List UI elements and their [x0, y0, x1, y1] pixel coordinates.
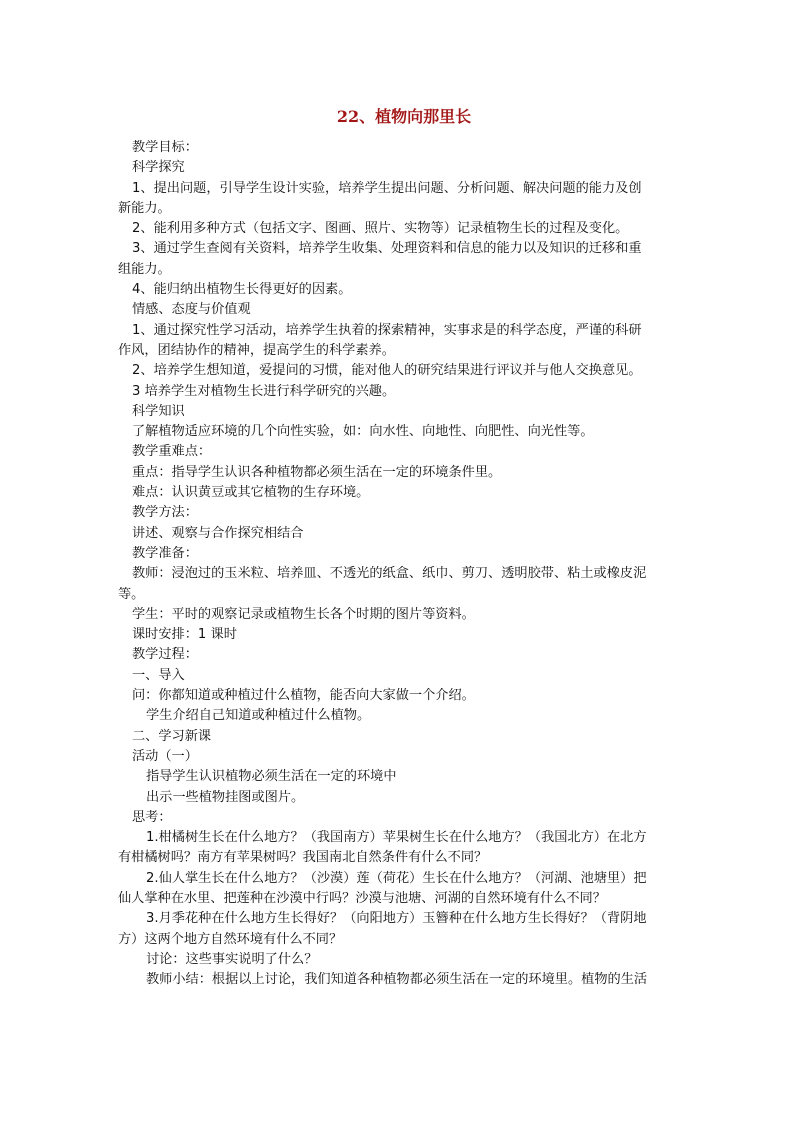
- text-line: 讨论：这些事实说明了什么？: [146, 951, 318, 967]
- text-line: 3.月季花种在什么地方生长得好？（向阳地方）玉簪种在什么地方生长得好？（背阴地: [146, 911, 647, 927]
- text-line: 情感、态度与价值观: [132, 302, 251, 318]
- text-line: 二、学习新课: [132, 728, 212, 744]
- text-line: 方）这两个地方自然环境有什么不同？: [118, 931, 343, 947]
- text-line: 2、培养学生想知道，爱提问的习惯，能对他人的研究结果进行评议并与他人交换意见。: [132, 363, 642, 379]
- text-line: 出示一些植物挂图或图片。: [146, 789, 305, 805]
- text-line: 难点：认识黄豆或其它植物的生存环境。: [132, 485, 370, 501]
- text-line: 教学方法：: [132, 505, 198, 521]
- document-body: [118, 138, 678, 990]
- text-line: 教学过程：: [132, 647, 198, 663]
- text-line: 教师：浸泡过的玉米粒、培养皿、不透光的纸盒、纸巾、剪刀、透明胶带、粘土或橡皮泥: [132, 566, 647, 582]
- text-line: 2.仙人掌生长在什么地方？（沙漠）莲（荷花）生长在什么地方？（河湖、池塘里）把: [146, 870, 647, 886]
- text-line: 问：你都知道或种植过什么植物，能否向大家做一个介绍。: [132, 688, 475, 704]
- text-line: 1.柑橘树生长在什么地方？（我国南方）苹果树生长在什么地方？（我国北方）在北方: [146, 830, 647, 846]
- text-line: 学生介绍自己知道或种植过什么植物。: [146, 708, 371, 724]
- text-line: 科学知识: [132, 403, 185, 419]
- text-line: 1、通过探究性学习活动，培养学生执着的探索精神，实事求是的科学态度，严谨的科研: [132, 322, 642, 338]
- text-line: 思考：: [132, 809, 172, 825]
- text-line: 教学重难点：: [132, 444, 212, 460]
- text-line: 重点：指导学生认识各种植物都必须生活在一定的环境条件里。: [132, 464, 502, 480]
- text-line: 有柑橘树吗？南方有苹果树吗？我国南北自然条件有什么不同？: [118, 850, 488, 866]
- text-line: 2、能利用多种方式（包括文字、图画、照片、实物等）记录植物生长的过程及变化。: [132, 221, 629, 237]
- text-line: 等。: [118, 586, 145, 602]
- text-line: 指导学生认识植物必须生活在一定的环境中: [146, 769, 397, 785]
- text-line: 一、导入: [132, 667, 185, 683]
- text-line: 教学准备：: [132, 545, 198, 561]
- text-line: 教师小结：根据以上讨论，我们知道各种植物都必须生活在一定的环境里。植物的生活: [146, 972, 648, 988]
- document-title: 22、植物向那里长: [336, 107, 472, 126]
- text-line: 组能力。: [118, 261, 171, 277]
- text-line: 1、提出问题，引导学生设计实验，培养学生提出问题、分析问题、解决问题的能力及创: [132, 180, 642, 196]
- text-line: 仙人掌种在水里、把莲种在沙漠中行吗？沙漠与池塘、河湖的自然环境有什么不同？: [118, 890, 606, 906]
- text-line: 课时安排：1 课时: [132, 627, 237, 643]
- text-line: 学生：平时的观察记录或植物生长各个时期的图片等资料。: [132, 606, 475, 622]
- text-line: 活动（一）: [132, 748, 198, 764]
- text-line: 讲述、观察与合作探究相结合: [132, 525, 304, 541]
- text-line: 3 培养学生对植物生长进行科学研究的兴趣。: [132, 383, 396, 399]
- text-line: 了解植物适应环境的几个向性实验，如：向水性、向地性、向肥性、向光性等。: [132, 424, 594, 440]
- text-line: 4、能归纳出植物生长得更好的因素。: [132, 282, 352, 298]
- text-line: 科学探究: [132, 160, 185, 176]
- text-line: 教学目标：: [132, 140, 198, 155]
- text-line: 新能力。: [118, 200, 171, 216]
- text-line: 3、通过学生查阅有关资料，培养学生收集、处理资料和信息的能力以及知识的迁移和重: [132, 241, 642, 257]
- text-line: 作风，团结协作的精神，提高学生的科学素养。: [118, 342, 395, 358]
